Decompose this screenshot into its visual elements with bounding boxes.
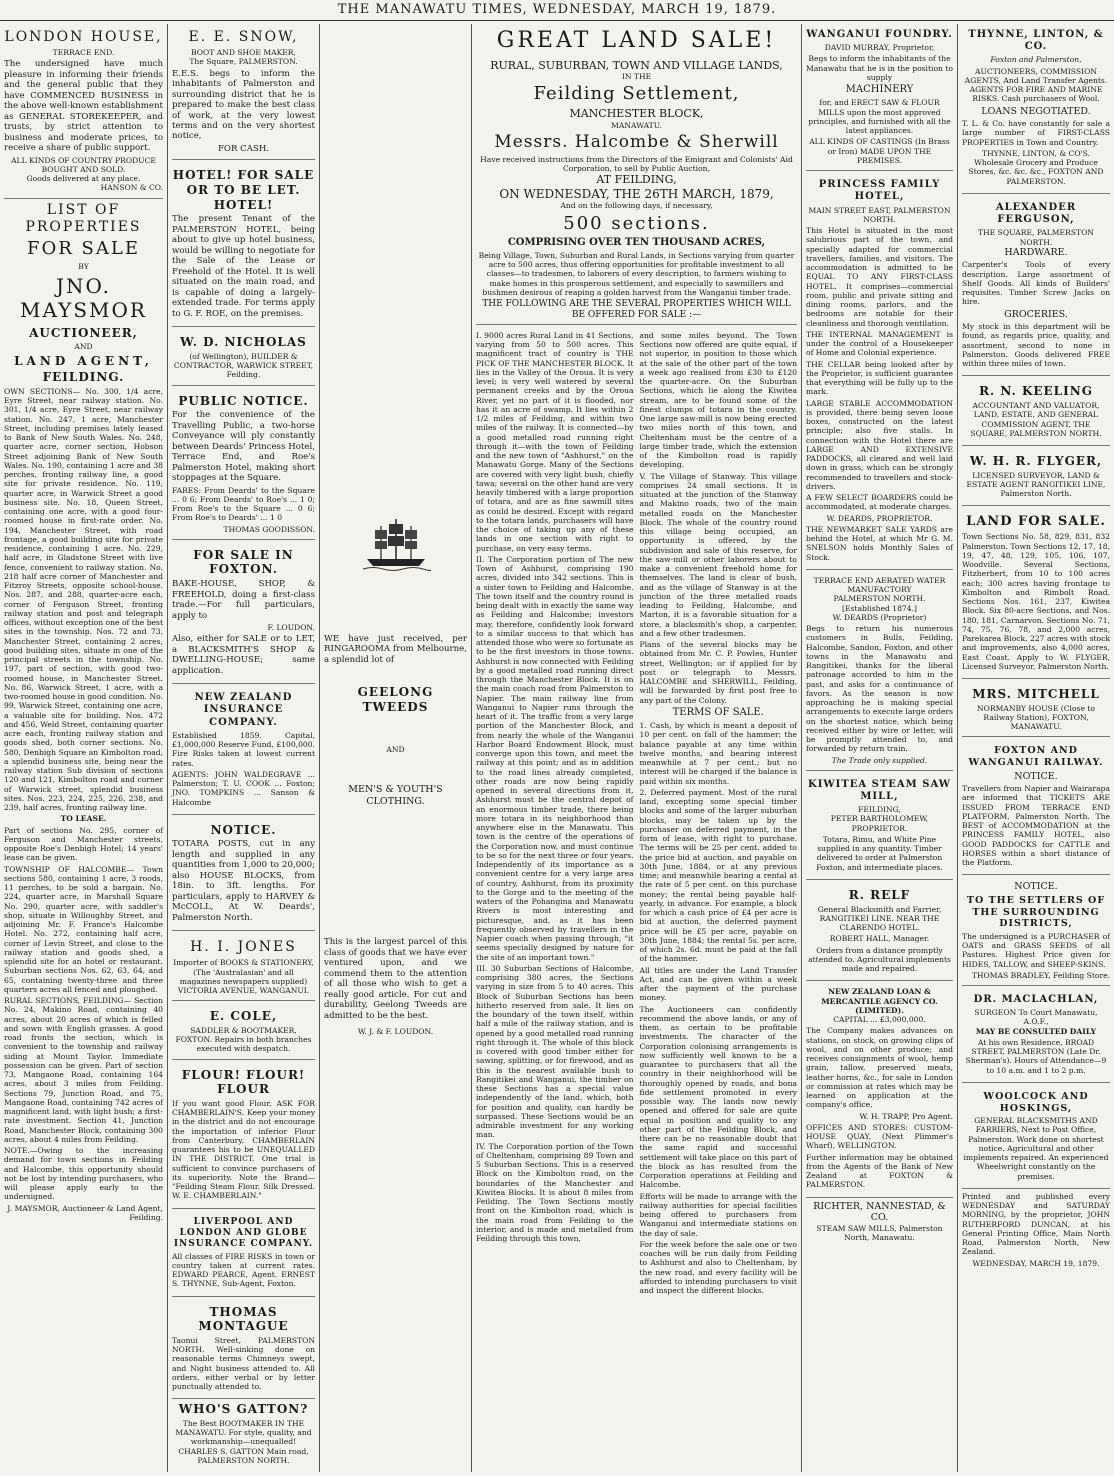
loudon-ad — [324, 634, 467, 1036]
railway-ad — [962, 740, 1110, 875]
ad-body: OFFICES AND STORES: CUSTOM-HOUSE QUAY, (Next Plimmer's Wharf), WELLINGTON. — [806, 1122, 953, 1151]
flyger-ad — [962, 449, 1110, 506]
ad-body: THE CELLAR being looked after by the Proprietor, is sufficient guarantee that everything will be fully up to the mark. — [806, 359, 953, 397]
property-item: IV. The Corporation portion of the Town of Cheltenham, comprising 89 Town and 5 Suburban Sections. This is a reserved Block on the Kimbolton road, on the boundaries of the Manchester and Kiwitea Blocks. It is about 8 miles from Feilding. The Town Sections mostly front on the Kimbolton road, which is the main road from Feilding to the interior, and is made and metalled from Feilding through this town, — [476, 1141, 634, 1244]
land-sale-title: GREAT LAND SALE! — [496, 28, 777, 53]
liverpool-ad — [172, 1212, 315, 1297]
ad-line: FEILDING. — [42, 370, 125, 385]
ad-line: AND — [74, 342, 93, 352]
ad-title: W. H. R. FLYGER, — [969, 454, 1103, 469]
ad-line: THE SQUARE, PALMERSTON NORTH. — [978, 228, 1094, 247]
ad-body: T. L. & Co. have constantly for sale a large number of FIRST-CLASS PROPERTIES in Town and Country. — [962, 119, 1110, 147]
keeling-ad — [962, 379, 1110, 446]
flour-ad — [172, 1063, 315, 1209]
ad-title: W. D. NICHOLAS — [180, 335, 307, 350]
ad-body: For the convenience of the Travelling Public, a two-horse Conveyance will ply constantly between Deards' Princess Hotel, Terrace End, and Roe's Palmerston Hotel, making short stoppages at the Square. — [172, 410, 315, 484]
ad-body: NOTE.—Owing to the increasing demand for town sections in Feilding and Halcombe, this opportunity should not be lost by intending purchasers, who will please apply early to the undersigned. — [4, 1146, 163, 1202]
ad-title: ALEXANDER FERGUSON, — [995, 201, 1077, 226]
ad-title: E. COLE, — [209, 1009, 278, 1024]
ad-body: AUCTIONEERS, COMMISSION AGENTS, And Land Transfer Agents. AGENTS FOR FIRE AND MARINE RISKS. Cash purchasers of Wool. — [964, 66, 1108, 104]
ad-body: THYNNE, LINTON, & CO'S. Wholesale Grocery and Produce Stores, &c. &c. &c., FOXTON AND PALMERSTON. — [968, 148, 1104, 186]
ad-title: PUBLIC NOTICE. — [178, 393, 309, 408]
cole-ad — [172, 1004, 315, 1059]
imprint-text: Printed and published every WEDNESDAY and SATURDAY MORNING, by the proprietor, JOHN RUTHERFORD DUNCAN, at his General Printing Office, Main North Road, Palmerston North, New Zealand. — [962, 1191, 1110, 1257]
ad-body: for, and ERECT SAW & FLOUR MILLS upon the most approved principles, and furnished with all the latest appliances. — [808, 98, 951, 136]
ad-body: Begs to return his numerous customers in Bulls, Feilding, Halcombe, Sandon, Foxton, and other towns in the Manawatu and Rangitikei, thanks for the liberal patronage accorded to him in the past, and asks for a continuance of favors. As the season is now approaching he is making special arrangements to execute large orders on the shortest notice, which being received either by wire or letter, will be promptly attended to, and forwarded by return train. — [806, 624, 953, 754]
ad-body: Begs to inform the inhabitants of the Manawatu that he is in the position to supply — [806, 54, 953, 82]
ad-body: Further information may be obtained from the Agents of the Bank of New Zealand at FOXTON & PALMERSTON. — [806, 1152, 953, 1190]
ad-title: R. RELF — [848, 887, 911, 902]
ad-body: Importer of BOOKS & STATIONERY, (The 'Australasian' and all magazines newspapers supplied) VICTORIA AVENUE, WANGANUI. — [173, 958, 314, 996]
ad-title: TERRACE END AERATED WATER MANUFACTORY — [813, 575, 946, 594]
ad-body: The Company makes advances on stations, on stock, on growing clips of wool, and on other produce; and receives consignments of wool, hemp grain, tallow, preserved meats, leather horns, &c., for sale in London or commission at rates which may be learned on application at the company's office, — [806, 1026, 953, 1110]
property-item: II. The Corporation portion of The new Town of Ashhurst, comprising 190 acres, divided into 342 sections. This is a sister town to Feilding and Halcombe. The town itself and the country round is being dealt with in exactly the same way as Feilding and Halcombe; investors may, therefore, confidently look forward to a similar success to that which has attended those who were so fortunate as to be the first investors in those towns. Ashhurst is now connected with Feilding by a good metalled road running direct through the Manchester Block. It is on the main coach road from Palmerston to Napier. The main railway line from Wanganui to Napier runs through the heart of it. The traffic from a very large portion of the Manchester Block, and from nearly the whole of the Wanganui Harbor Board Endowment Block, must converge upon this town, and meet the railway at this point; and as in addition to the road lines already completed, other roads are now being rapidly opened in several directions from it, Ashhurst must be the central depot of an enormous timber trade, there being more totara in its neighborhood than anywhere else in the Manawatu. This town is the centre of the operations of the Corporation now, and must continue to be so for the next three or four years. Independently of its importance as a convenient centre for a very large area of country, Ashhurst, from its proximity to the Gorge and to the meeting of the waters of the Pohangina and Manawatu Rivers is most interesting and picturesque, and, as it has been frequently observed by travellers in the Napier coach when passing through, "it seems specially designed by nature for the site of an important town." — [476, 554, 634, 962]
ad-line: MANCHESTER BLOCK, — [569, 107, 704, 121]
ad-body: Being Village, Town, Suburban and Rural Lands, in Sections varying from quarter acre to 500 acres, thus offering opportunities for profitable investment to all classes—to tradesmen, to laborers of every description, to farmers wishing to make homes in this prosperous settlement, and especially to sawmillers and bushmen desirous of reaping a golden harvest from the Wanganui timber trade. — [478, 250, 795, 297]
ad-signature: W. J. & F. LOUDON. — [357, 1026, 434, 1036]
public-notice-ad — [172, 389, 315, 540]
ad-title: LAND FOR SALE. — [966, 514, 1106, 530]
ad-signature: THOMAS GOODISSON. — [223, 524, 315, 534]
aerated-water-ad — [806, 573, 953, 771]
ad-body: BAKE-HOUSE, SHOP, & FREEHOLD, doing a first-class trade.—For full particulars, apply to — [172, 579, 315, 621]
ad-title: FOXTON AND WANGANUI RAILWAY. — [968, 745, 1104, 769]
ad-title: Feilding Settlement, — [533, 83, 740, 105]
ad-line: THE FOLLOWING ARE THE SEVERAL PROPERTIES WHICH WILL BE OFFERED FOR SALE :— — [476, 299, 797, 325]
ad-body: My stock in this department will be found, as regards price, quality, and assortment, second to none in Palmerston. Goods delivered FREE within three miles of town. — [962, 322, 1110, 369]
ad-body: Plans of the several blocks may be obtained from Mr. C. P. Powles, Hunter street, Wellington; or if applied for by post or telegraph to Messrs. HALCOMBE and SHERWILL, Feilding, will be forwarded by first post free to any part of the Colony. — [639, 640, 797, 705]
ad-line: MAIN STREET EAST, PALMERSTON NORTH. — [808, 205, 951, 224]
ad-body: Travellers from Napier and Wairarapa are informed that TICKETS ARE ISSUED FROM TERRACE END PLATFORM, Palmerston North. The BEST of ACCOMMODATION at the PRINCESS FAMILY HOTEL, also GOOD PADDOCKS for CATTLE and HORSES within a short distance of the Platform. — [962, 784, 1110, 868]
kiwitea-mill-ad — [806, 774, 953, 880]
ad-title: KIWITEA STEAM SAW MILL, — [808, 778, 951, 802]
princess-hotel-ad — [806, 174, 953, 570]
ad-title: HOTEL! FOR SALE OR TO BE LET. HOTEL! — [172, 168, 315, 212]
ad-body: Carpenter's Tools of every description. Large assortment of Shelf Goods. All kinds of Builders' requisites. Timber Screw Jacks on hire. — [962, 260, 1110, 307]
ad-body: RURAL SECTIONS, FEILDING— Section No. 24, Makino Road, containing 40 acres, about 20 acres of which is felled and sown with English grasses. A good road fronts the section, which is convenient to the township and railway siding at Mount Taylor. Immediate possession can be given. Part of section 73, Mangaone Road, containing 164 acres, about 3 miles from Feilding. Sections 79, Junction Road, and 75, Mangaone Road, containing 742 acres of magnificent land, with light bush; a first-rate investment. Section 41, Junction Road, Manchester Block, containing 300 acres, about 4 miles from Feilding. — [4, 996, 163, 1144]
ad-line: W. DEARDS (Proprietor) — [832, 612, 927, 622]
ad-line: COMPRISING OVER TEN THOUSAND ACRES, — [507, 236, 766, 248]
ad-signature: J. MAYSMOR, Auctioneer & Land Agent, Feilding. — [7, 1203, 163, 1222]
ad-body: NORMANBY HOUSE (Close to Railway Station), FOXTON, MANAWATU. — [977, 703, 1095, 732]
ad-body: Established 1859. Capital, £1,000,000 Reserve Fund, £100,000. Fire Risks taken at lowest current rates. — [172, 730, 315, 768]
ad-body: Efforts will be made to arrange with the railway authorities for special facilities being offered to purchasers from Wanganui and intermediate stations on the day of sale. — [639, 1191, 797, 1238]
ad-body: For the week before the sale one or two coaches will be run daily from Feilding to Ashhurst and also to Cheltenham, by the new road, and every facility will be afforded to intending purchasers to visit and inspect the different blocks. — [639, 1239, 797, 1296]
column-6 — [958, 24, 1114, 1472]
ad-line: AUCTIONEER, — [29, 325, 138, 340]
ad-title: NEW ZEALAND INSURANCE COMPANY. — [194, 692, 293, 728]
ad-title: MEN'S & YOUTH'S CLOTHING. — [348, 783, 443, 807]
column-3 — [320, 24, 472, 1472]
ferguson-ad — [962, 197, 1110, 377]
ad-line: ON WEDNESDAY, THE 26TH MARCH, 1879, — [499, 186, 774, 201]
mitchell-ad — [962, 682, 1110, 737]
ad-title: WANGANUI FOUNDRY. — [806, 29, 953, 40]
totara-notice-ad — [172, 818, 315, 932]
ad-title: PRINCESS FAMILY HOTEL, — [818, 179, 941, 203]
ad-body: THE INTERNAL MANAGEMENT is under the control of a Housekeeper of Home and Colonial experience. — [806, 329, 953, 358]
ad-line: AT FEILDING, — [596, 173, 677, 187]
settlers-ad — [962, 878, 1110, 986]
ad-line: DAVID MURRAY, Proprietor, — [824, 43, 935, 53]
ad-body: The present Tenant of the PALMERSTON HOTEL, being about to give up hotel business, would be willing to negotiate for the Sale of the Lease or Freehold of the Hotel. It is well situated on the main road, and is capable of doing a largely-extended trade. For terms apply to G. F. ROE, on the premises. — [172, 214, 315, 319]
ad-title: 500 sections. — [563, 212, 710, 234]
ad-body: Totara, Rimu, and White Pine supplied in any quantity. Timber delivered to order at Palmerston Foxton, and intermediate places. — [816, 834, 943, 872]
maclachlan-ad — [962, 989, 1110, 1083]
ad-title: H. I. JONES — [190, 939, 297, 956]
ad-line: RURAL, SUBURBAN, TOWN AND VILLAGE LANDS, — [490, 58, 783, 72]
ad-body: ACCOUNTANT AND VALUATOR, LAND, ESTATE, AND GENERAL COMMISSION AGENT, THE SQUARE, PALMERSTON NORTH. — [970, 401, 1102, 438]
ad-signature: HANSON & CO. — [100, 183, 163, 193]
ad-line: Have received instructions from the Directors of the Emigrant and Colonists' Aid Corporation, to sell by Public Auction, — [480, 154, 793, 174]
ad-line: ALL KINDS OF COUNTRY PRODUCE BOUGHT AND SOLD. — [11, 155, 156, 174]
ad-body: Taonui Street, PALMERSTON NORTH. Well-sinking done on reasonable terms Chimneys swept, and Night business attended to. All orders, either verbal or by letter punctually attended to. — [172, 1335, 315, 1392]
ad-title: FLOUR! FLOUR! FLOUR — [181, 1067, 306, 1097]
fares-table: FARES: From Deards' to the Square ... 0 6; From Deards' to Roe's ... 1 0; From Roe's to the Square ... 0 6; From Roe's to Deards' ... 1 0 — [172, 485, 315, 523]
ad-line: NOTICE. — [1014, 770, 1058, 782]
masthead: THE MANAWATU TIMES, WEDNESDAY, MARCH 19, 1879. — [0, 0, 1114, 21]
ad-title: WOOLCOCK AND HOSKINGS, — [983, 1090, 1089, 1114]
ad-line: BY — [78, 261, 89, 271]
ad-body: The undersigned is a PURCHASER of OATS and GRASS SEEDS of all Pastures. Highest Price given for HIDES, TALLOW, and SHEEP-SKINS. — [962, 931, 1110, 969]
ad-body: All classes of FIRE RISKS in town or country taken at current rates. EDWARD PEARCE, Agent. ERNEST S. THYNNE, Sub-Agent, Foxton. — [172, 1251, 315, 1289]
terms-item: 1. Cash, by which is meant a deposit of 10 per cent. on fall of the hammer; the balance payable at any time within twelve months, and bearing interest meanwhile at 7 per cent.; but no interest will be charged if the balance is paid within six months. — [639, 721, 797, 786]
ad-body: Orders from a distance promptly attended to. Agricultural implements made and repaired. — [808, 945, 951, 973]
ad-signature: F. LOUDON. — [267, 623, 315, 632]
ad-body: General Blacksmith and Farrier, RANGITIKEI LINE. NEAR THE CLARENDO HOTEL. — [817, 904, 942, 932]
ad-title: GEELONG TWEEDS — [357, 685, 434, 715]
imprint — [962, 1192, 1110, 1268]
ad-title: Messrs. Halcombe & Sherwill — [494, 132, 779, 153]
ad-line: LOANS NEGOTIATED. — [981, 105, 1091, 117]
ad-line: MACHINERY — [845, 84, 914, 96]
terms-item: All titles are under the Land Transfer Act, and can be given within a week after the payment of the purchase money. — [639, 965, 797, 1003]
ad-line: BOOT AND SHOE MAKER, — [191, 48, 296, 58]
ad-line: AND — [386, 744, 405, 754]
ad-body: The Auctioneers can confidently recommend the above lands, or any of them, as certain to be profitable investments. The character of the Corporation colonising arrangements is now sufficiently well known to be a guarantee to purchasers that all the country in their neighborhood will be thoroughly opened by roads, and bona fide settlement promoted in every possible way. The lands now newly opened and offered for sale are quite equal in position and quality to any other part of the Feilding Block, and there can be no reasonable doubt that the same rapid and successful settlement will take place on this part of the block as has resulted from the Corporation operations at Feilding and Halcombe. — [639, 1004, 797, 1190]
ad-title: RICHTER, NANNESTAD, & CO. — [813, 1200, 946, 1224]
ad-body: If you want good Flour, ASK FOR CHAMBERLAIN'S. Keep your money in the district and do not encourage the importation of inferior Flour from Canterbury. CHAMBERLAIN guarantees his to be UNEQUALLED IN THE DISTRICT. One trial is sufficient to convince purchasers of its superiority. Note the Brand— "Feilding Steam Flour. Silk Dressed. W. E. CHAMBERLAIN." — [172, 1098, 315, 1201]
hotel-ad — [172, 163, 315, 327]
london-house-ad — [4, 24, 163, 199]
ad-signature: THOMAS BRADLEY, Feilding Store. — [971, 970, 1110, 980]
ad-line: HARDWARE. — [1004, 246, 1068, 258]
terms-item: 2. Deferred payment. Most of the rural land, excepting some special timber blocks and some of the larger suburban blocks, may be taken up by the purchaser on deferred payment, in the form of lease, with right to purchase. The terms will be 25 per cent. added to the price bid at auction, and payable on 30th June, 1884, or at any previous time; and meanwhile bearing a rental at the rate of 5 per cent. on this purchase money; the rental being payable half-yearly, in advance. For example, a block for which a cash price of £4 per acre is bid at auction, the deferred payment price will be £5 per acre, payable on 30th June, 1884; the rental 5s. per acre, of which 2s. 6d. must be paid at the fall of the hammer. — [639, 787, 797, 964]
ad-line: [Established 1874.] — [842, 603, 917, 613]
imprint-date: WEDNESDAY, MARCH 19, 1879. — [972, 1258, 1100, 1268]
ad-agents: AGENTS: JOHN WALDEGRAVE ... Palmerston; T. U. COOK ... Foxton; JNO. TOMPKINS ... Sanson & Halcombe — [172, 769, 315, 807]
ad-line: ALL KINDS OF CASTINGS (In Brass or Iron) MADE UPON THE PREMISES. — [809, 137, 950, 165]
property-item: and some miles beyond. The Town Sections now offered are quite equal, if not superior, in position to those which at the sale of the other part of the town a week ago realised from £30 to £120 the quarter-acre. On the Suburban Sections, which lie along the Kiwitea stream, are to be found some of the finest clumps of totara in the country. One large saw-mill is now being erected two miles north of this town, and Cheltenham must be the centre of a large timber trade, which the extension of the Kimbolton road is rapidly developing. — [639, 330, 797, 470]
property-item: III. 30 Suburban Sections of Halcombe, comprising 380 acres, the Sections varying in size from 5 to 40 acres. This Block of Suburban Sections has been hitherto reserved from sale. It lies on the boundary of the town itself, within half a mile of the railway station, and is opened by a good metalled road running right through it. The whole of this block is covered with good timber either for sawing, splitting, or for firewood, and as this is the nearest available bush to Rangitikei and Wanganui, the timber on these Sections has a special value independently of the land, which, both for position and quality, can hardly be surpassed. These Sections would be an admirable investment for any working man. — [476, 963, 634, 1140]
ad-body: E.E.S. begs to inform the inhabitants of Palmerston and surrounding district that he is prepared to make the best class of work, at the very lowest terms and on the very shortest notice, — [172, 68, 315, 142]
ad-line: FEILDING, — [858, 805, 901, 815]
column-1 — [0, 24, 168, 1472]
ad-line: And on the following days, if necessary, — [560, 201, 713, 211]
nicholas-ad — [172, 330, 315, 385]
property-item: V. The Village of Stanway. This village comprises 24 small sections. It is situated at the junction of the Stanway and Makino roads, two of the main metalled roads on the Manchester Block. The whole of the country round this village being occupied, an opportunity is offered, by the subdivision and sale of this reserve, for the saw-mill or other laborers about to make a convenient freehold home for themselves. The land is clear of bush, and as the village of Stanway is at the junction of the three metalled roads leading to Feilding, Halcombe, and Marton, it is a favorable situation for a store, a blacksmith's shop, a carpenter, and a few other tradesmen. — [639, 471, 797, 638]
thynne-ad — [962, 24, 1110, 194]
ad-body: TOWNSHIP OF HALCOMBE— Town sections 580, containing 1 acre, 3 roods, 11 perches, to be sold a bargain. No. 224, quarter acre, in Marshall Square No. 290, quarter acre, with saddler's shop, situate in Willoughby Street, and adjoining Mr. F. France's Halcombe Hotel. No. 272, containing half acre, corner of Levin Street, and close to the railway station and goods shed, a splendid site for an hotel or restaurant. Suburban sections Nos. 62, 63, 64, and 65, containing twenty-three and three quarters acres all fenced and ploughed. — [4, 864, 163, 994]
ad-title: MRS. MITCHELL — [972, 687, 1100, 702]
ad-body: TOTARA POSTS, cut in any length and supplied in any quantities from 1,000 to 20,000; also HOUSE BLOCKS, from 18in. to 3ft. lengths. For particulars, apply to HARVEY & McCOLL, At W. Deards', Palmerston North. — [172, 839, 315, 923]
terms-title: TERMS OF SALE. — [672, 706, 764, 718]
relf-ad — [806, 883, 953, 981]
ad-body: A FEW SELECT BOARDERS could be accommodated, at moderate charges. — [806, 493, 953, 512]
ad-title: E. E. SNOW, — [188, 29, 299, 45]
ad-body: LICENSED SURVEYOR, LAND & ESTATE AGENT RANGITIKEI LINE, Palmerston North. — [966, 470, 1106, 499]
ad-body: LARGE STABLE ACCOMMODATION is provided, there being seven loose boxes, constructed on the latest principle; also five stalls. In connection with the Hotel there are LARGE AND EXTENSIVE PADDOCKS, all cleared and well laid down in grass, which can be strongly recommended to travellers and stock-drivers. — [806, 398, 953, 491]
ad-line: MAY BE CONSULTED DAILY — [975, 1026, 1097, 1036]
ad-line: CAPITAL ... £3,000,000. — [833, 1015, 926, 1024]
ad-body: Part of sections No. 295, corner of Ferguson and Manchester streets, opposite Roe's Denbigh Hotel; 14 years' lease can be given. — [4, 825, 163, 863]
ad-line: ROBERT HALL, Manager. — [829, 934, 930, 944]
ad-body: WE have just received, per RINGAROOMA from Melbourne, a splendid lot of — [324, 634, 467, 665]
column-5 — [802, 24, 958, 1472]
ad-body: SADDLER & BOOTMAKER, FOXTON. Repairs in both branches executed with despatch. — [175, 1025, 312, 1054]
ad-line: PETER BARTHOLOMEW, PROPRIETOR. — [830, 814, 929, 833]
ad-line: PALMERSTON NORTH. — [833, 594, 926, 604]
ad-title: FOR SALE IN FOXTON. — [193, 547, 294, 577]
snow-ad — [172, 24, 315, 160]
ad-body: Also, either for SALE or to LET, a BLACKSMITH'S SHOP & DWELLING-HOUSE; same application. — [172, 634, 315, 676]
nz-insurance-ad — [172, 687, 315, 815]
ad-title: LIST OF PROPERTIES — [25, 201, 142, 235]
ad-line: The Square, PALMERSTON. — [189, 57, 298, 67]
ad-title: FOR SALE — [27, 237, 140, 259]
ad-title: LONDON HOUSE, — [4, 29, 163, 45]
foundry-ad — [806, 24, 953, 171]
column-2 — [168, 24, 320, 1472]
ad-subtitle: TERRACE END. — [52, 48, 115, 58]
ad-line: LAND AGENT, — [14, 353, 153, 368]
ship-illustration-icon — [361, 514, 431, 574]
ad-line: MANAWATU. — [611, 120, 662, 130]
land-sale-body — [476, 329, 797, 1297]
land-for-sale-ad — [962, 509, 1110, 679]
ad-line: Goods delivered at any place. — [26, 174, 141, 184]
ad-body: This Hotel is situated in the most salubrious part of the town, and specially adapted for commercial travellers, families, and visitors. The accommodation is admitted to be EQUAL TO ANY FIRST-CLASS HOTEL. It comprises—commercial room, public and private sitting and dining rooms, parlors, and the bedrooms are notable for their cleanliness and thorough ventilation. — [806, 226, 953, 328]
column-4 — [472, 24, 802, 1472]
maysmor-ad — [4, 202, 163, 1223]
ad-title: THOMAS MONTAGUE — [198, 1304, 289, 1334]
ad-body: (of Wellington), BUILDER & CONTRACTOR, WARWICK STREET, Feilding. — [173, 351, 314, 380]
montague-ad — [172, 1300, 315, 1400]
ad-line: IN THE — [621, 72, 652, 82]
ad-body: Town Sections No. 58, 829, 831, 832 Palmerston. Town Sections 12, 17, 18, 19, 47, 48, 129, 105, 106, 107, Woodville. Several Sections, Fitzherbert, from 10 to 100 acres each; 300 acres having frontage to Kimbolton and Rimbolt Road. Sections Nos. 161, 237, Kiwitea Block. Six 80-acre Sections, and Nos. 180, 181, Carnarvon. Sections No. 71, 74, 75, 76, 78, and 2,000 acres, Parekarea Block. 227 acres with stock and improvements, also 4,000 acres, East Coast. Apply to W. FLYGER, Licensed Surveyor, Palmerston North. — [962, 532, 1110, 671]
ad-line: FOR CASH. — [217, 143, 270, 154]
ad-title: DR. MACLACHLAN, — [973, 994, 1099, 1006]
ad-title: NOTICE. — [210, 822, 277, 837]
ad-title: R. N. KEELING — [979, 384, 1093, 399]
ad-signature: W. DEARDS, PROPRIETOR. — [826, 513, 933, 523]
ad-body: STEAM SAW MILLS, Palmerston North, Manawatu. — [816, 1223, 943, 1242]
ad-body: The undersigned have much pleasure in informing their friends and the general public that they have COMMENCED BUSINESS in the above well-known establishment as GENERAL STOREKEEPER, and trusts, by strict attention to business and moderate prices, to receive a share of public support. — [4, 59, 163, 154]
gatton-ad — [172, 1402, 315, 1465]
ad-body: GENERAL BLACKSMITHS AND FARRIERS, Next to Post Office, Palmerston. Work done on shortest notice. Agricultural and other implements repaired. An experienced Wheelwright constantly on the premises. — [963, 1116, 1109, 1181]
richter-ad — [806, 1201, 953, 1243]
ad-title: LIVERPOOL AND LONDON AND GLOBE INSURANCE COMPANY. — [173, 1216, 314, 1249]
ad-title: JNO. MAYSMOR — [20, 274, 147, 323]
woolcock-ad — [962, 1086, 1110, 1189]
ad-heading: TO LEASE. — [60, 814, 107, 824]
nz-loan-ad — [806, 984, 953, 1197]
ad-body: OWN SECTIONS— No. 300, 1/4 acre, Eyre Street, near railway station. No. 301, 1/4 acre, Eyre Street, near railway station. No. 247, 1 acre, Manchester Street, including premises lately leased to Bank of New South Wales. No. 248, quarter acre, corner section, Hobson Street adjoining Bank of New South Wales. No. 190, containing 1 acre and 38 perches, fronting railway line, a good site for private residence. No. 119, quarter acre, in Warwick Street a good business site. No. 18, Queen Street, containing one acre, with a good four-roomed house in first-rate order. No. 194, Manchester Street, with road frontage, a good building site for private residence, containing 1 acre. No. 229, half acre, in Gladstone Street with live fence, convenient to railway station. No. 218 half acre corner of Manchester and Fitzroy Streets, opposite school-house. Nos. 287, and 288, quarter-acre each, corner of Ferguson Street, fronting railway station and post and telegraph offices, without exception one of the best sites in the township. Nos. 72 and 73, Manchester Street, containing 2 acres, good building sites, situate in one of the principal streets in the township. No. 197, part of section, with good two-roomed house, in Manchester Street. No. 86, Warwick Street, 1 acre, with a two-roomed house in good condition. No. 99, Warwick Street, containing one acre, a valuable site for building. Nos. 472 and 456, Weld Street, containing quarter acre each, fronting railway station and goods shed, both corner sections. No. 580, Denbigh Square an Kimbolton road, a splendid business site, being near the railway station Sub division of sections 120 and 121, Kimbolton road and corner of Warwick street, splendid business sites. Nos. 223, 224, 225, 226, 238, and 239, half acres, fronting railway line. — [4, 386, 163, 813]
ad-title: THYNNE, LINTON, & CO. — [968, 29, 1104, 53]
ad-body: THE NEWMARKET SALE YARDS are behind the Hotel, at which Mr G. M. SNELSON holds Monthly Sales of Stock. — [806, 524, 953, 562]
ad-body: At his own Residence, BROAD STREET, PALMERSTON (Late Dr. Sherman's). Hours of Attendance—9 to 10 a.m. and 1 to 2 p.m. — [965, 1037, 1107, 1075]
ad-line: SURGEON To Court Manawatu, A.O.F., — [974, 1008, 1098, 1027]
ad-title: WHO'S GATTON? — [178, 1402, 309, 1417]
ad-title: NEW ZEALAND LOAN & MERCANTILE AGENCY CO. (LIMITED). — [821, 987, 938, 1015]
foxton-ad — [172, 543, 315, 684]
ad-line: Foxton and Palmerston, — [990, 55, 1082, 65]
ad-line: NOTICE. — [1014, 881, 1058, 893]
property-item: I. 9000 acres Rural Land in 41 Sections, varying from 50 to 500 acres. This magnificent tract of country is THE PICK OF THE MANCHESTER BLOCK. It lies in the Valley of the Oroua. It is very level; is very well watered by several permanent creeks and by the Oroua River, yet no part of it is flooded, nor has it an acre of swamp. It lies within 2 1/2 miles of Feilding, and within two miles of the railway. It is connected—by a good metalled road running right through it—with the town of Feilding and the new town of "Ashhurst," on the Manawatu Gorge. Many of the Sections are covered with very light bush, chiefly tawa; several on the other hand are very heavily timbered with a large proportion of totara, and are as fine sawmill sites as could be desired. Except with regard to the totara lands, purchasers will have the choice of taking up any of these lands in one section with right to purchase, on very easy terms. — [476, 330, 634, 553]
ad-signature: W. H. TRAPP, Pro Agent. — [859, 1111, 953, 1121]
ad-body: The Best BOOTMAKER IN THE MANAWATU. For style, quality, and workmanship—unequalled! CHARLES S. GATTON Main road, PALMERSTON NORTH. — [175, 1418, 312, 1465]
jones-ad — [172, 934, 315, 1001]
ad-line: GROCERIES. — [1004, 308, 1068, 320]
ad-line: The Trade only supplied. — [831, 755, 928, 765]
ad-title: TO THE SETTLERS OF THE SURROUNDING DISTRICTS, — [966, 895, 1106, 930]
ad-body: This is the largest parcel of this class of goods that we have ever ventured upon, and we commend them to the attention of all those who wish to get a really good article. For cut and durability, Geelong Tweeds are admitted to be the best. — [324, 937, 467, 1021]
